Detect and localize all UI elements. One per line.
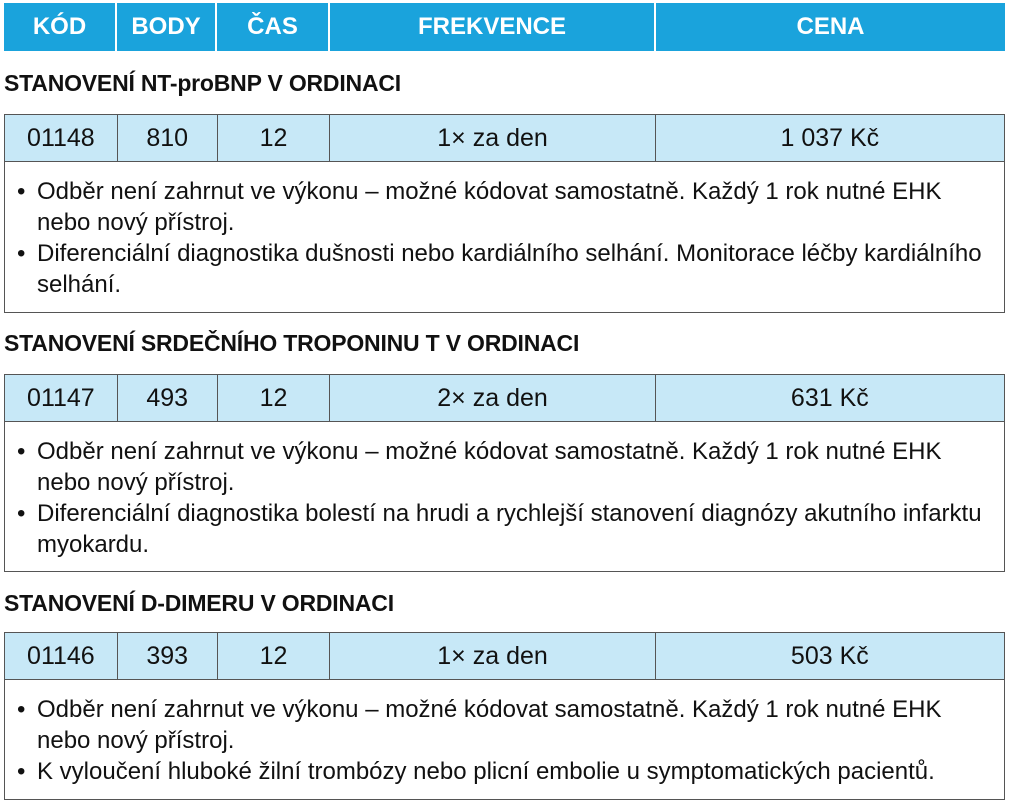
cell-body: 493 (118, 375, 218, 421)
cell-body: 393 (118, 633, 218, 679)
list-item: • Odběr není zahrnut ve výkonu – možné kódovat samostatně. Každý 1 rok nutné EHK nebo nový přístroj. (17, 176, 992, 238)
list-item: • K vyloučení hluboké žilní trombózy nebo plicní embolie u symptomatických pacientů. (17, 756, 992, 787)
cell-cas: 12 (218, 115, 331, 161)
header-cas: ČAS (217, 3, 330, 51)
cell-kod: 01148 (5, 115, 118, 161)
table-row (4, 632, 1005, 680)
cell-cena: 631 Kč (790, 383, 869, 412)
cell-cena: 503 Kč (790, 641, 869, 670)
cell-frekvence: 2× za den (330, 375, 655, 421)
cell-cena: 1 037 Kč (780, 123, 880, 152)
cell-body: 810 (118, 115, 218, 161)
list-item: • Odběr není zahrnut ve výkonu – možné kódovat samostatně. Každý 1 rok nutné EHK nebo nový přístroj. (17, 436, 992, 498)
table-row (4, 114, 1005, 162)
header-body: BODY (117, 3, 217, 51)
list-item: • Diferenciální diagnostika bolestí na hrudi a rychlejší stanovení diagnózy akutního infarktu myokardu. (17, 498, 992, 560)
cell-kod: 01146 (5, 633, 118, 679)
header-frekvence: FREKVENCE (330, 3, 656, 51)
section-title: STANOVENÍ SRDEČNÍHO TROPONINU T V ORDINACI (4, 330, 580, 356)
table-header (4, 3, 1005, 51)
section-title: STANOVENÍ D-DIMERU V ORDINACI (4, 590, 394, 616)
list-item: • Odběr není zahrnut ve výkonu – možné kódovat samostatně. Každý 1 rok nutné EHK nebo nový přístroj. (17, 694, 992, 756)
cell-cas: 12 (218, 375, 331, 421)
list-item: • Diferenciální diagnostika dušnosti nebo kardiálního selhání. Monitorace léčby kardiálního selhání. (17, 238, 992, 300)
notes-box (4, 422, 1005, 572)
header-cena: CENA (796, 13, 865, 40)
notes-box (4, 680, 1005, 800)
section-title: STANOVENÍ NT-proBNP V ORDINACI (4, 70, 401, 96)
header-kod: KÓD (4, 3, 117, 51)
cell-kod: 01147 (5, 375, 118, 421)
cell-frekvence: 1× za den (330, 633, 655, 679)
table-row (4, 374, 1005, 422)
cell-frekvence: 1× za den (330, 115, 655, 161)
cell-cas: 12 (218, 633, 331, 679)
notes-box (4, 162, 1005, 313)
